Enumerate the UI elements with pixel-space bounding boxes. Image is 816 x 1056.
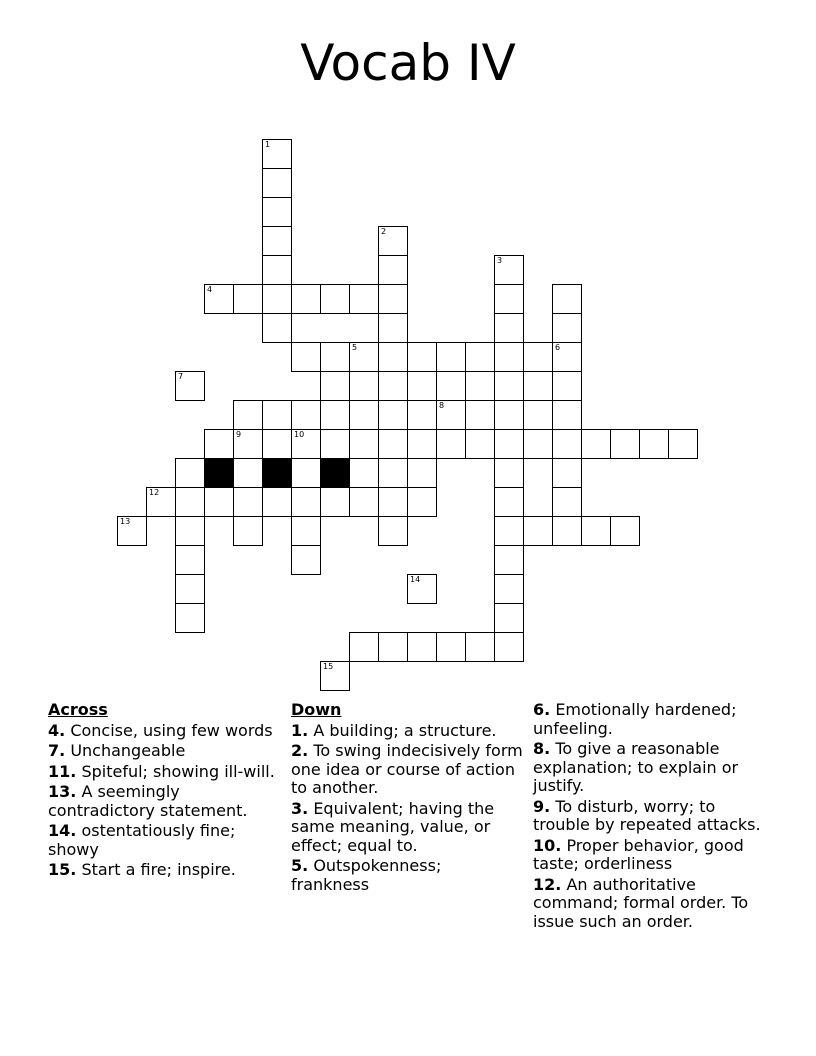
grid-cell[interactable]	[117, 516, 147, 546]
clue-text: To swing indecisively form one idea or course of action to another.	[291, 741, 523, 797]
clue-number: 8.	[533, 739, 551, 758]
grid-cell[interactable]	[262, 487, 292, 517]
cell-number: 15	[323, 662, 334, 671]
grid-cell[interactable]	[523, 516, 553, 546]
clue-text: Equivalent; having the same meaning, value, or effect; equal to.	[291, 798, 495, 855]
grid-cell[interactable]	[291, 284, 321, 314]
clue-across-14	[48, 822, 278, 859]
grid-cell[interactable]	[262, 284, 292, 314]
grid-cell[interactable]	[262, 168, 292, 198]
grid-cell[interactable]	[262, 400, 292, 430]
grid-cell[interactable]	[175, 487, 205, 517]
clue-number: 7.	[48, 741, 66, 760]
grid-cell[interactable]	[378, 226, 408, 256]
cell-number: 12	[149, 488, 160, 497]
clue-number: 4.	[48, 720, 66, 740]
cell-number: 10	[294, 430, 305, 439]
grid-cell[interactable]	[378, 284, 408, 314]
clue-text: A building; a structure.	[313, 720, 497, 740]
grid-cell[interactable]	[465, 632, 495, 662]
grid-cell[interactable]	[378, 632, 408, 662]
grid-cell[interactable]	[494, 313, 524, 343]
clue-text: Emotionally hardened; unfeeling.	[533, 700, 737, 738]
grid-cell[interactable]	[262, 429, 292, 459]
grid-cell[interactable]	[494, 632, 524, 662]
grid-cell[interactable]	[291, 458, 321, 488]
cell-number: 8	[439, 401, 445, 410]
grid-cell[interactable]	[320, 371, 350, 401]
grid-block-cell	[262, 458, 292, 488]
cell-number: 4	[207, 285, 213, 294]
down-heading: Down	[291, 700, 342, 719]
clue-number: 1.	[291, 720, 309, 740]
grid-cell[interactable]	[494, 458, 524, 488]
grid-cell[interactable]	[407, 632, 437, 662]
clue-number: 3.	[291, 798, 309, 818]
grid-cell[interactable]	[494, 400, 524, 430]
grid-cell[interactable]	[523, 429, 553, 459]
grid-cell[interactable]	[175, 516, 205, 546]
grid-cell[interactable]	[262, 255, 292, 285]
grid-cell[interactable]	[175, 574, 205, 604]
cell-number: 6	[555, 343, 561, 352]
grid-cell[interactable]	[494, 255, 524, 285]
grid-cell[interactable]	[639, 429, 669, 459]
grid-cell[interactable]	[175, 545, 205, 575]
clue-text: An authoritative command; formal order. To issue such an order.	[533, 874, 749, 931]
grid-cell[interactable]	[233, 400, 263, 430]
grid-cell[interactable]	[407, 458, 437, 488]
grid-cell[interactable]	[291, 400, 321, 430]
clue-down-12	[533, 876, 773, 932]
grid-cell[interactable]	[378, 458, 408, 488]
grid-cell[interactable]	[465, 400, 495, 430]
clue-text: A seemingly contradictory statement.	[48, 782, 248, 820]
clue-number: 9.	[533, 796, 551, 816]
grid-cell[interactable]	[349, 487, 379, 517]
clue-down-8	[533, 740, 773, 796]
grid-cell[interactable]	[233, 487, 263, 517]
grid-cell[interactable]	[465, 342, 495, 372]
grid-cell[interactable]	[552, 400, 582, 430]
grid-cell[interactable]	[349, 429, 379, 459]
grid-cell[interactable]	[320, 342, 350, 372]
grid-cell[interactable]	[465, 429, 495, 459]
clue-across-7	[48, 742, 278, 761]
clue-number: 6.	[533, 700, 551, 719]
grid-cell[interactable]	[262, 139, 292, 169]
across-clues	[48, 701, 278, 882]
grid-cell[interactable]	[378, 516, 408, 546]
cell-number: 2	[381, 227, 387, 236]
grid-cell[interactable]	[494, 342, 524, 372]
puzzle-title: Vocab IV	[300, 34, 516, 92]
clue-across-4	[48, 722, 278, 741]
clue-number: 2.	[291, 741, 309, 760]
grid-cell[interactable]	[349, 284, 379, 314]
grid-cell[interactable]	[233, 284, 263, 314]
grid-cell[interactable]	[436, 371, 466, 401]
grid-cell[interactable]	[494, 429, 524, 459]
grid-cell[interactable]	[552, 429, 582, 459]
clue-number: 13.	[48, 782, 77, 801]
grid-cell[interactable]	[378, 313, 408, 343]
grid-cell[interactable]	[610, 429, 640, 459]
clue-across-13	[48, 783, 278, 820]
clue-number: 14.	[48, 821, 77, 840]
grid-cell[interactable]	[291, 516, 321, 546]
grid-cell[interactable]	[349, 400, 379, 430]
grid-block-cell	[320, 458, 350, 488]
clue-down-5	[291, 857, 523, 894]
grid-cell[interactable]	[233, 458, 263, 488]
grid-cell[interactable]	[494, 603, 524, 633]
grid-cell[interactable]	[610, 516, 640, 546]
clue-text: Unchangeable	[70, 741, 186, 760]
grid-cell[interactable]	[552, 371, 582, 401]
clue-down-1	[291, 722, 523, 741]
grid-cell[interactable]	[175, 458, 205, 488]
grid-cell[interactable]	[552, 313, 582, 343]
grid-cell[interactable]	[349, 371, 379, 401]
clue-number: 10.	[533, 835, 562, 855]
grid-cell[interactable]	[378, 400, 408, 430]
grid-cell[interactable]	[436, 632, 466, 662]
grid-cell[interactable]	[668, 429, 698, 459]
down-clues	[291, 701, 523, 896]
clue-text: To disturb, worry; to trouble by repeated attacks.	[533, 796, 761, 834]
grid-cell[interactable]	[436, 342, 466, 372]
grid-cell[interactable]	[407, 371, 437, 401]
grid-cell[interactable]	[494, 487, 524, 517]
grid-cell[interactable]	[494, 516, 524, 546]
grid-cell[interactable]	[262, 313, 292, 343]
clue-text: Concise, using few words	[70, 720, 273, 740]
grid-cell[interactable]	[523, 342, 553, 372]
cell-number: 13	[120, 517, 131, 526]
grid-cell[interactable]	[407, 429, 437, 459]
grid-cell[interactable]	[175, 603, 205, 633]
grid-cell[interactable]	[320, 487, 350, 517]
grid-cell[interactable]	[204, 429, 234, 459]
clue-text: Start a fire; inspire.	[81, 860, 236, 879]
grid-cell[interactable]	[291, 429, 321, 459]
grid-cell[interactable]	[494, 574, 524, 604]
grid-cell[interactable]	[436, 400, 466, 430]
clue-text: To give a reasonable explanation; to explain or justify.	[533, 739, 739, 795]
across-heading: Across	[48, 700, 108, 719]
cell-number: 11	[207, 459, 218, 468]
clue-number: 5.	[291, 856, 309, 875]
grid-cell[interactable]	[262, 197, 292, 227]
grid-cell[interactable]	[581, 516, 611, 546]
clue-down-9	[533, 798, 773, 835]
clue-number: 15.	[48, 860, 77, 879]
grid-cell[interactable]	[407, 342, 437, 372]
cell-number: 14	[410, 575, 421, 584]
cell-number: 3	[497, 256, 503, 265]
clue-down-3	[291, 800, 523, 856]
clue-text: Outspokenness; frankness	[291, 856, 442, 894]
grid-cell[interactable]	[204, 284, 234, 314]
clue-text: ostentatiously fine; showy	[48, 821, 236, 859]
cell-number: 9	[236, 430, 242, 439]
grid-cell[interactable]	[552, 284, 582, 314]
grid-cell[interactable]	[349, 632, 379, 662]
grid-cell[interactable]	[349, 458, 379, 488]
grid-cell[interactable]	[523, 400, 553, 430]
down-clues-continued	[533, 701, 773, 933]
grid-cell[interactable]	[349, 342, 379, 372]
grid-cell[interactable]	[407, 487, 437, 517]
grid-cell[interactable]	[407, 574, 437, 604]
grid-cell[interactable]	[291, 487, 321, 517]
grid-cell[interactable]	[465, 371, 495, 401]
grid-cell[interactable]	[320, 661, 350, 691]
grid-cell[interactable]	[262, 226, 292, 256]
grid-block-cell	[204, 458, 234, 488]
grid-cell[interactable]	[407, 400, 437, 430]
grid-cell[interactable]	[291, 545, 321, 575]
cell-number: 5	[352, 343, 358, 352]
clue-down-2	[291, 742, 523, 798]
clue-down-10	[533, 837, 773, 874]
grid-cell[interactable]	[233, 429, 263, 459]
grid-cell[interactable]	[378, 487, 408, 517]
cell-number: 7	[178, 372, 184, 381]
grid-cell[interactable]	[233, 516, 263, 546]
clue-across-15	[48, 861, 278, 880]
grid-cell[interactable]	[378, 342, 408, 372]
grid-cell[interactable]	[494, 545, 524, 575]
grid-cell[interactable]	[378, 429, 408, 459]
grid-cell[interactable]	[175, 371, 205, 401]
clue-number: 11.	[48, 761, 77, 781]
grid-cell[interactable]	[320, 284, 350, 314]
grid-cell[interactable]	[436, 429, 466, 459]
grid-cell[interactable]	[552, 342, 582, 372]
grid-cell[interactable]	[320, 400, 350, 430]
grid-cell[interactable]	[552, 458, 582, 488]
grid-cell[interactable]	[204, 487, 234, 517]
grid-cell[interactable]	[146, 487, 176, 517]
clue-down-6	[533, 701, 773, 738]
grid-cell[interactable]	[378, 255, 408, 285]
grid-cell[interactable]	[494, 371, 524, 401]
clue-across-11	[48, 763, 278, 782]
clue-text: Spiteful; showing ill-will.	[81, 761, 275, 781]
cell-number: 1	[265, 140, 271, 149]
grid-cell[interactable]	[291, 342, 321, 372]
grid-cell[interactable]	[320, 429, 350, 459]
grid-cell[interactable]	[378, 371, 408, 401]
grid-cell[interactable]	[552, 487, 582, 517]
grid-cell[interactable]	[494, 284, 524, 314]
clue-text: Proper behavior, good taste; orderliness	[533, 835, 744, 873]
clue-number: 12.	[533, 874, 562, 894]
grid-cell[interactable]	[581, 429, 611, 459]
grid-cell[interactable]	[552, 516, 582, 546]
